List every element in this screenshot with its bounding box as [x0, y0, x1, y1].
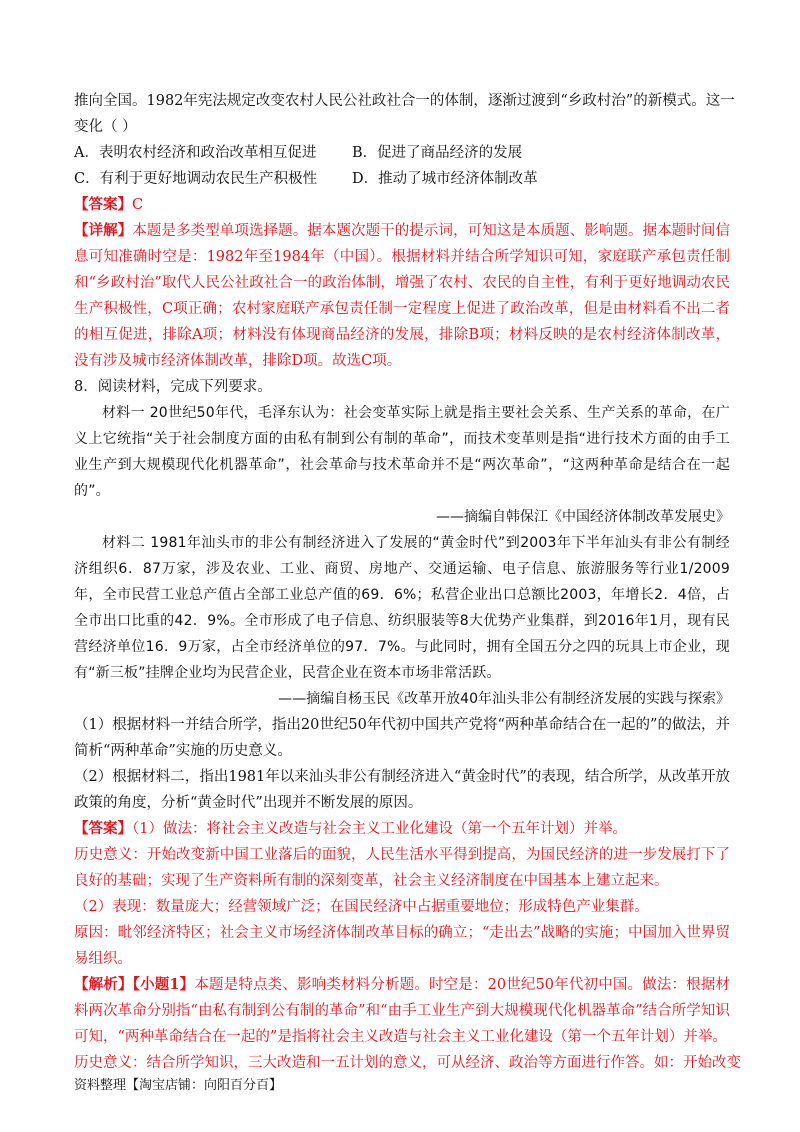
q7-option-d: D．推动了城市经济体制改革: [352, 171, 538, 187]
q8-analysis: [74, 972, 730, 1050]
q8-analysis-text: 本题是特点类、影响类材料分析题。时空是：20世纪50年代初中国。做法：根据材料两次革命分别指“由私有制到公有制的革命”和“由手工业生产到大规模现代化机器革命”结合所学知识可知，“两种革命结合在一起的”是指将社会主义改造与社会主义工业化建设（第一个五年计划）并举。: [74, 977, 731, 1045]
q8-stem: 8．阅读材料，完成下列要求。: [74, 379, 272, 395]
q7-options-row2: [74, 166, 730, 192]
q8-analysis-sub-tag: 【小题1】: [132, 976, 195, 993]
q8-answer-3: （2）表现：数量庞大；经营领域广泛；在国民经济中占据重要地位；形成特色产业集群。: [74, 899, 649, 915]
page-footer: 资料整理【淘宝店铺：向阳百分百】: [74, 1078, 283, 1093]
q7-option-a: A．表明农村经济和政治改革相互促进: [74, 145, 317, 161]
q8-material-1: 材料一 20世纪50年代，毛泽东认为：社会变革实际上就是指主要社会关系、生产关系的革命，在广义上它统指“关于社会制度方面的由私有制到公有制的革命”，而技术变革则是指“进行技术方面的由手工业生产到大规模现代化机器革命”，社会革命与技术革命并不是“两次革命”，“这两种革命是结合在一起的”。: [74, 405, 730, 499]
q7-options-row1: [74, 140, 730, 166]
q7-answer: [74, 192, 730, 218]
q7-detail: [74, 218, 730, 374]
q8-answer-2: 历史意义：开始改变新中国工业落后的面貌，人民生活水平得到提高，为国民经济的进一步发展打下了良好的基础；实现了生产资料所有制的深刻变革，社会主义经济制度在中国基本上建立起来。: [74, 847, 730, 889]
q8-requirement-1: （1）根据材料一并结合所学，指出20世纪50年代初中国共产党将“两种革命结合在一起的”的做法，并简析“两种革命”实施的历史意义。: [74, 717, 730, 759]
q7-detail-tag: 【详解】: [74, 222, 133, 239]
q8-material-2: 材料二 1981年汕头市的非公有制经济进入了发展的“黄金时代”到2003年下半年汕头有非公有制经济组织6．87万家，涉及农业、工业、商贸、房地产、交通运输、电子信息、旅游服务等行业1/2009年，全市民营工业总产值占全部工业总产值的69．6%；私营企业出口总额比2003，年增长2．4倍，占全市出口比重的42．9%。全市形成了电子信息、纺织服装等8大优势产业集群，到2016年1月，现有民营经济单位16．9万家，占全市经济单位的97．7%。与此同时，拥有全国五分之四的玩具上市企业，现有“新三板”挂牌企业均为民营企业，民营企业在资本市场非常活跃。: [74, 535, 730, 681]
q8-source-1: ——摘编自韩保江《中国经济体制改革发展史》: [436, 509, 730, 525]
q7-answer-value: C: [132, 197, 144, 213]
q8-requirement-2: （2）根据材料二，指出1981年以来汕头非公有制经济进入“黄金时代”的表现，结合所学，从改革开放政策的角度，分析“黄金时代”出现并不断发展的原因。: [74, 769, 730, 811]
q7-stem-line2: 变化（ ）: [74, 119, 137, 135]
q7-option-c: C．有利于更好地调动农民生产积极性: [74, 171, 318, 187]
q7-detail-text: 本题是多类型单项选择题。据本题次题干的提示词，可知这是本质题、影响题。据本题时间信息可知准确时空是：1982年至1984年（中国）。根据材料并结合所学知识可知，家庭联产承包责任制和“乡政村治”取代人民公社政社合一的政治体制，增强了农村、农民的自主性，有利于更好地调动农民生产积极性，C项正确；农村家庭联产承包责任制一定程度上促进了政治改革，但是由材料看不出二者的相互促进，排除A项；材料没有体现商品经济的发展，排除B项；材料反映的是农村经济体制改革，没有涉及城市经济体制改革，排除D项。故选C项。: [74, 223, 731, 369]
q7-stem-line1: 推向全国。1982年宪法规定改变农村人民公社政社合一的体制，逐渐过渡到“乡政村治”的新模式。这一: [74, 93, 735, 109]
q8-answer-4: 原因：毗邻经济特区；社会主义市场经济体制改革目标的确立；“走出去”战略的实施；中国加入世界贸易组织。: [74, 925, 730, 967]
document-page: [74, 88, 741, 1076]
q8-answer-tag: 【答案】: [74, 820, 132, 837]
q8-analysis-tag: 【解析】: [74, 976, 133, 993]
q8-analysis-2: 历史意义：结合所学知识，三大改造和一五计划的意义，可从经济、政治等方面进行作答。如：开始改变: [74, 1055, 741, 1071]
q7-option-b: B．促进了商品经济的发展: [352, 145, 523, 161]
q7-answer-tag: 【答案】: [74, 196, 132, 213]
q8-answer-1-text: （1）做法：将社会主义改造与社会主义工业化建设（第一个五年计划）并举。: [132, 821, 627, 837]
q8-source-2: ——摘编自杨玉民《改革开放40年汕头非公有制经济发展的实践与探索》: [278, 691, 730, 707]
q8-answer-1: [74, 816, 730, 842]
